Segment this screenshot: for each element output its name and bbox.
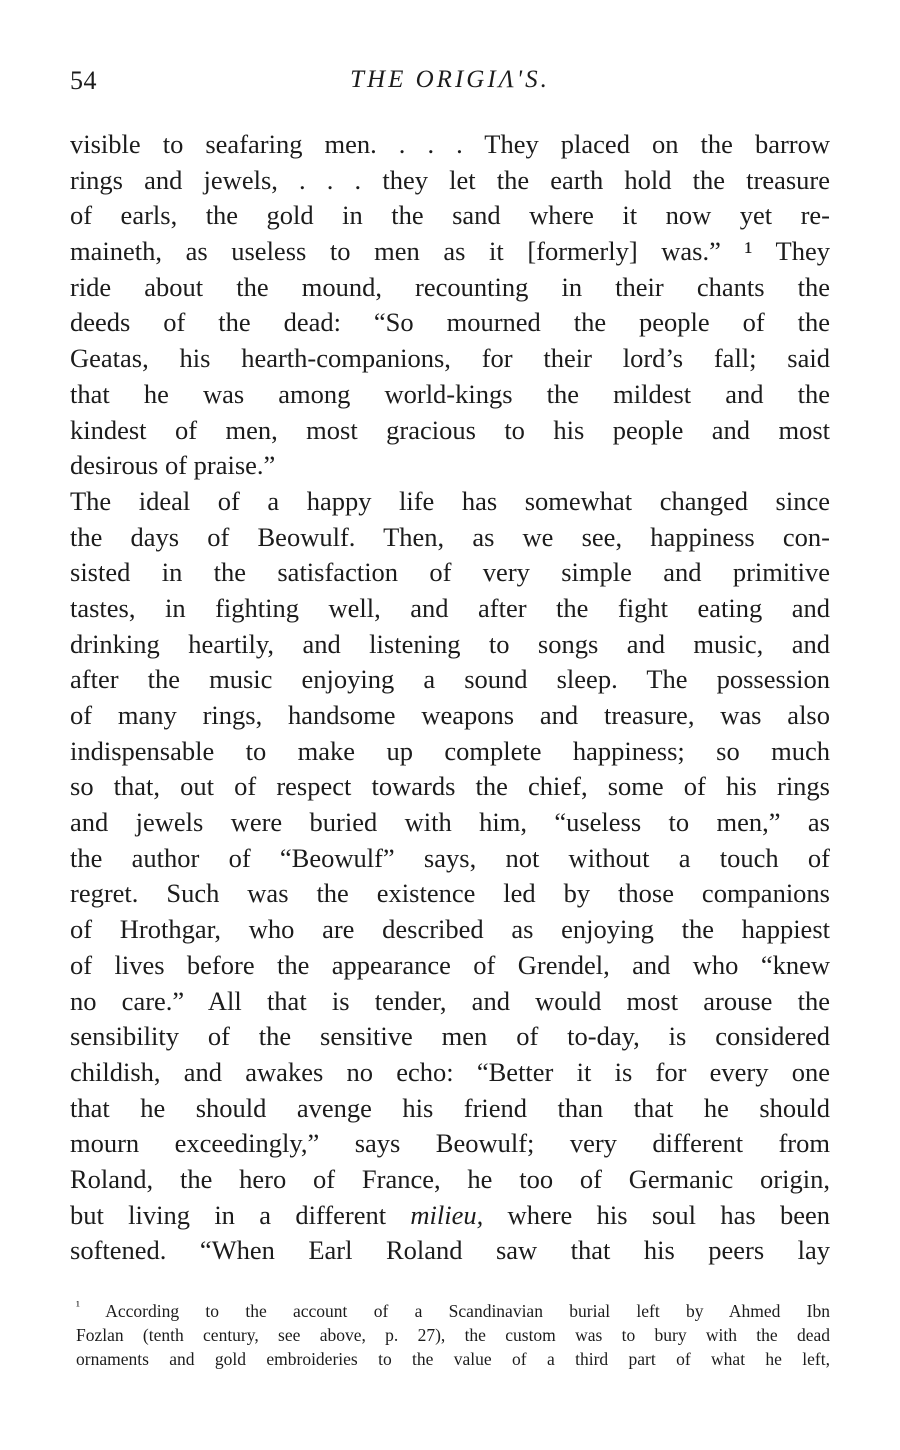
text-line: kindest of men, most gracious to his people and most <box>70 414 830 445</box>
footnote-line: Fozlan (tenth century, see above, p. 27), the custom was to bury with the dead <box>76 1325 830 1345</box>
text-line: and jewels were buried with him, “useless to men,” as <box>70 807 830 838</box>
text-line: of Hrothgar, who are described as enjoying the happiest <box>70 914 830 945</box>
text-line: that he should avenge his friend than that he should <box>70 1092 830 1123</box>
text-line-milieu <box>70 1198 830 1234</box>
page-number: 54 <box>70 66 97 95</box>
text-line: ride about the mound, recounting in their chants the <box>70 271 830 302</box>
milieu-line-after: where his soul has been <box>483 1199 830 1230</box>
text-line: softened. “When Earl Roland saw that his peers lay <box>70 1235 830 1266</box>
text-line: after the music enjoying a sound sleep. The possession <box>70 664 830 695</box>
page-header <box>70 66 830 106</box>
text-line: desirous of praise.” <box>70 450 276 481</box>
body-text <box>70 127 830 1269</box>
text-line: visible to seafaring men. . . . They placed on the barrow <box>70 129 830 159</box>
text-line: so that, out of respect towards the chief, some of his rings <box>70 771 830 802</box>
text-line: maineth, as useless to men as it [formerly] was.” ¹ They <box>70 236 830 267</box>
text-line: rings and jewels, . . . they let the earth hold the treasure <box>70 164 830 195</box>
text-line: childish, and awakes no echo: “Better it is for every one <box>70 1056 830 1087</box>
text-line: of many rings, handsome weapons and treasure, was also <box>70 700 830 730</box>
milieu-line-before: but living in a different <box>70 1199 411 1230</box>
text-line: sensibility of the sensitive men of to-day, is considered <box>70 1021 830 1052</box>
text-line: the author of “Beowulf” says, not without a touch of <box>70 842 830 873</box>
footnote-line <box>76 1299 830 1323</box>
text-line: Roland, the hero of France, he too of Germanic origin, <box>70 1163 830 1194</box>
footnote-mark: ¹ <box>76 1298 80 1314</box>
text-line: of lives before the appearance of Grendel, and who “knew <box>70 949 830 980</box>
text-line: drinking heartily, and listening to songs and music, and <box>70 628 830 659</box>
text-line: no care.” All that is tender, and would most arouse the <box>70 985 830 1016</box>
footnote-text: According to the account of a Scandinavian burial left by Ahmed Ibn <box>105 1301 830 1321</box>
text-line: mourn exceedingly,” says Beowulf; very different from <box>70 1128 830 1159</box>
running-head: THE ORIGIΛ'S. <box>350 66 550 93</box>
text-line: indispensable to make up complete happiness; so much <box>70 735 830 766</box>
text-line: that he was among world-kings the mildest and the <box>70 378 830 409</box>
text-line: deeds of the dead: “So mourned the people of the <box>70 307 830 338</box>
text-line: of earls, the gold in the sand where it now yet re- <box>70 200 830 231</box>
text-line: Geatas, his hearth-companions, for their lord’s fall; said <box>70 343 830 374</box>
text-line: regret. Such was the existence led by those companions <box>70 878 830 909</box>
paragraph-start-line: The ideal of a happy life has somewhat changed since <box>70 485 830 516</box>
footnote <box>76 1299 830 1371</box>
text-line: the days of Beowulf. Then, as we see, happiness con- <box>70 521 830 552</box>
italic-term-milieu: milieu, <box>410 1199 484 1230</box>
text-line: sisted in the satisfaction of very simple and primitive <box>70 557 830 588</box>
text-line: tastes, in fighting well, and after the fight eating and <box>70 592 830 623</box>
footnote-line: ornaments and gold embroideries to the value of a third part of what he left, <box>76 1349 830 1369</box>
